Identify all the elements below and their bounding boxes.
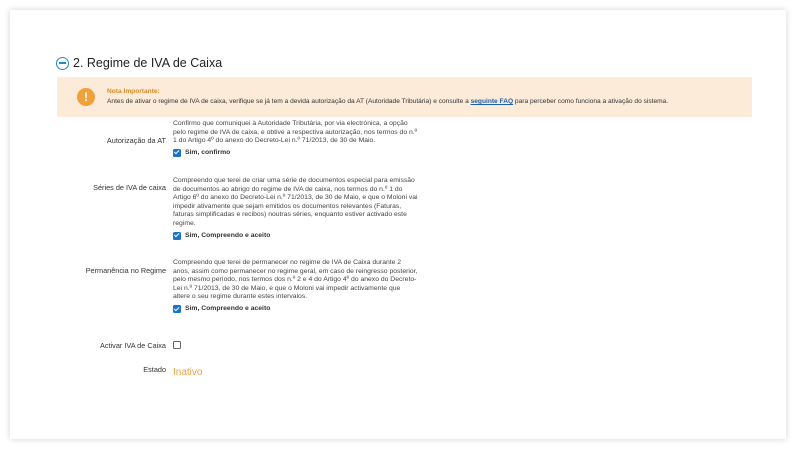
series-checkbox[interactable] <box>173 232 181 240</box>
permanencia-label: Permanência no Regime <box>85 266 166 275</box>
series-check[interactable] <box>173 232 418 240</box>
notice-text-before: Antes de ativar o regime de IVA de caixa, verifique se já tem a devida autorização da AT (Autoridade Tributária) e consulte a <box>107 98 471 105</box>
permanencia-content <box>173 259 418 313</box>
notice-body <box>107 87 668 107</box>
series-label: Séries de IVA de caixa <box>93 183 166 192</box>
autorizacao-description: Confirmo que comuniquei à Autoridade Tributária, por via electrónica, a opção pelo regime de IVA de caixa, e obtive a respectiva autorização, nos termos do n.º 1 do Artigo 4º do anexo do Decreto-Lei n.º 71/2013, de 30 de Maio. <box>173 120 418 145</box>
activar-checkbox[interactable] <box>173 341 181 349</box>
estado-value: Inativo <box>173 367 203 378</box>
autorizacao-check[interactable] <box>173 149 418 157</box>
notice-message <box>107 97 668 107</box>
activar-content <box>173 341 418 349</box>
notice-title: Nota Importante: <box>107 88 160 95</box>
autorizacao-label: Autorização da AT <box>106 136 166 145</box>
autorizacao-check-label[interactable]: Sim, confirmo <box>185 149 231 157</box>
notice-text-after: para perceber como funciona a ativação do sistema. <box>513 98 669 105</box>
autorizacao-checkbox[interactable] <box>173 149 181 157</box>
autorizacao-content <box>173 120 418 157</box>
estado-label: Estado <box>143 365 166 374</box>
activar-label: Activar IVA de Caixa <box>100 341 166 350</box>
warning-icon: ! <box>77 88 95 106</box>
permanencia-check[interactable] <box>173 305 418 313</box>
series-content <box>173 177 418 240</box>
section-header[interactable] <box>56 55 222 71</box>
permanencia-check-label[interactable]: Sim, Compreendo e aceito <box>185 305 271 313</box>
faq-link[interactable]: seguinte FAQ <box>470 98 514 105</box>
series-check-label[interactable]: Sim, Compreendo e aceito <box>185 232 271 240</box>
collapse-minus-icon[interactable] <box>56 57 69 70</box>
settings-card <box>10 10 786 439</box>
estado-content <box>173 362 418 380</box>
permanencia-description: Compreendo que terei de permanecer no regime de IVA de Caixa durante 2 anos, assim como permanecer no regime geral, em caso de reingresso posterior, pelo mesmo período, nos termos dos n.º 2 e 4 do Artigo 4º do anexo do Decreto-Lei n.º 71/2013, de 30 de Maio, e que o Moloni vai impedir activamente que altere o seu regime durante estes intervalos. <box>173 259 418 301</box>
section-title: 2. Regime de IVA de Caixa <box>73 56 223 70</box>
permanencia-checkbox[interactable] <box>173 305 181 313</box>
important-notice <box>57 77 752 117</box>
series-description: Compreendo que terei de criar uma série de documentos especial para emissão de documentos ao abrigo do regime de IVA de caixa, nos termos do n.º 1 do Artigo 6º do anexo do Decreto-Lei n.º 71/2013, de 30 de Maio, e que o Moloni vai impedir ativamente que sejam emitidos os documentos relevantes (Faturas, faturas simplificadas e recibos) noutras séries, enquanto estiver activado este regime. <box>173 177 418 227</box>
